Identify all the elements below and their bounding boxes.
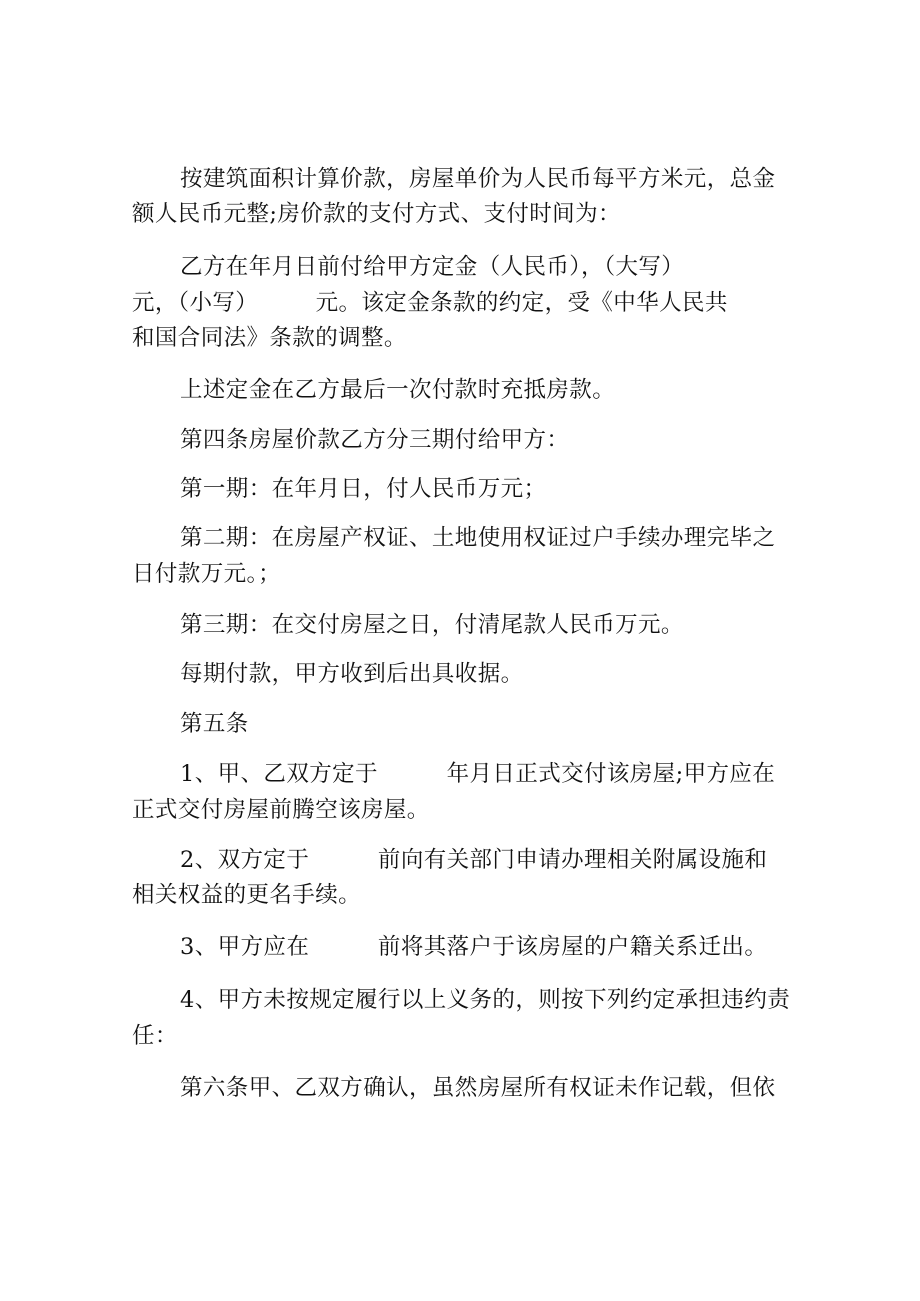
paragraph-line: 乙方在年月日前付给甲方定金（人民币），（大写）: [180, 254, 685, 280]
paragraph-line: 日付款万元。；: [132, 561, 282, 587]
paragraph-line: 1、甲、乙双方定于 年月日正式交付该房屋;甲方应在: [180, 761, 776, 787]
paragraph-line: 按建筑面积计算价款，房屋单价为人民币每平方米元，总金: [180, 166, 776, 192]
paragraph-line: 额人民币元整;房价款的支付方式、支付时间为：: [132, 201, 621, 227]
paragraph-line: 第五条: [180, 711, 249, 737]
paragraph-line: 和国合同法》条款的调整。: [132, 325, 407, 351]
paragraph-line: 元，（小写） 元。该定金条款的约定，受《中华人民共: [132, 290, 728, 316]
paragraph-line: 正式交付房屋前腾空该房屋。: [132, 797, 430, 823]
paragraph-line: 第一期：在年月日，付人民币万元；: [180, 476, 547, 502]
paragraph-line: 每期付款，甲方收到后出具收据。: [180, 661, 524, 687]
paragraph-line: 上述定金在乙方最后一次付款时充抵房款。: [180, 377, 616, 403]
paragraph-line: 第六条甲、乙双方确认，虽然房屋所有权证未作记载，但依: [180, 1075, 776, 1101]
paragraph-line: 3、甲方应在 前将其落户于该房屋的户籍关系迁出。: [180, 934, 768, 960]
paragraph-line: 4、甲方未按规定履行以上义务的，则按下列约定承担违约责: [180, 987, 791, 1013]
paragraph-line: 任：: [132, 1023, 178, 1049]
paragraph-line: 2、双方定于 前向有关部门申请办理相关附属设施和: [180, 847, 768, 873]
paragraph-line: 相关权益的更名手续。: [132, 882, 362, 908]
paragraph-line: 第四条房屋价款乙方分三期付给甲方：: [180, 427, 570, 453]
paragraph-line: 第二期：在房屋产权证、土地使用权证过户手续办理完毕之: [180, 525, 776, 551]
paragraph-line: 第三期：在交付房屋之日，付清尾款人民币万元。: [180, 612, 684, 638]
